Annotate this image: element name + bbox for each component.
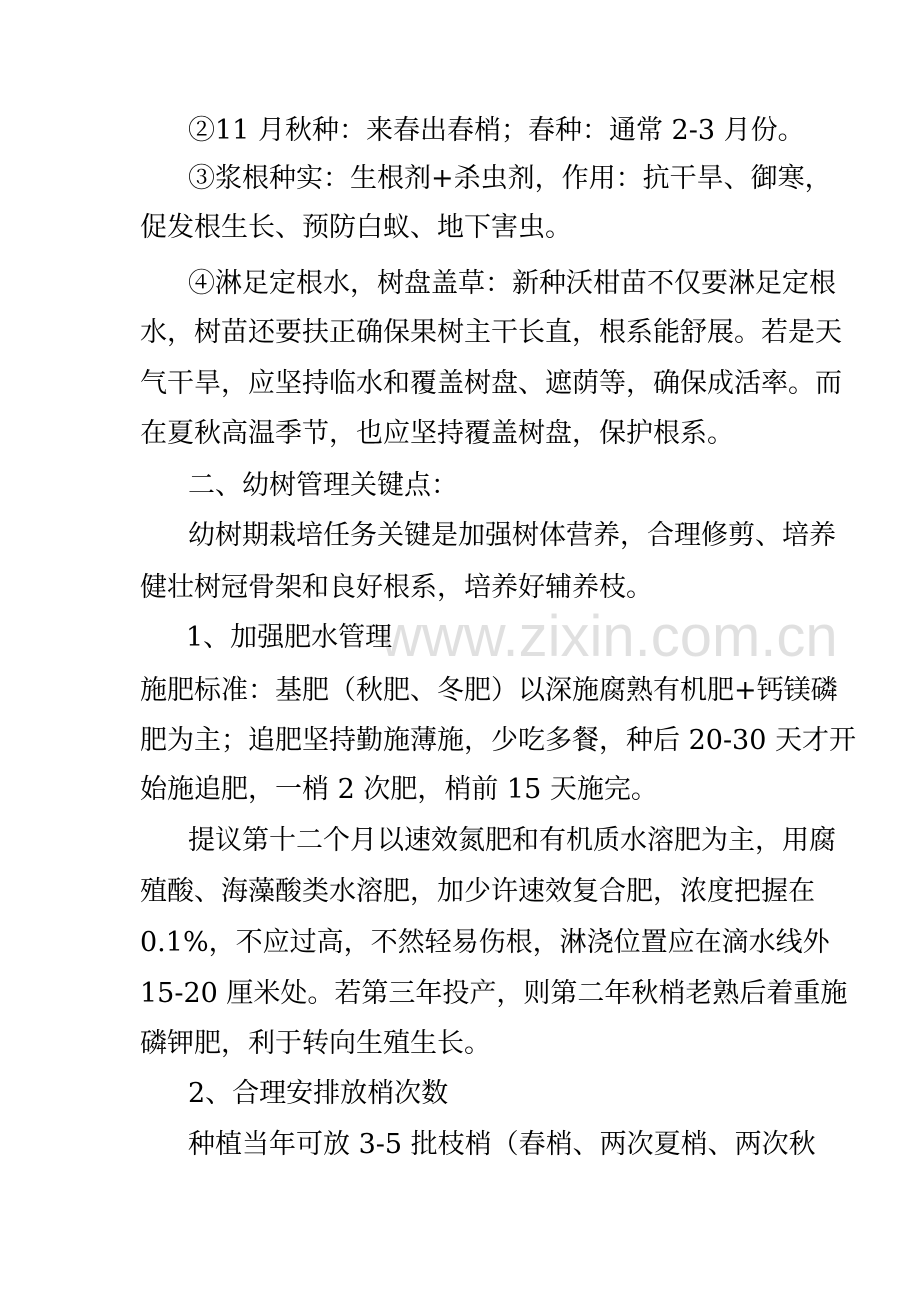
text-line: ②11 月秋种：来春出春梢；春种：通常 2-3 月份。 [188, 115, 805, 146]
text-line: 始施追肥，一梢 2 次肥，梢前 15 天施完。 [140, 774, 658, 805]
text-line: ④淋足定根水，树盘盖草：新种沃柑苗不仅要淋足定根 [188, 268, 836, 299]
text-line: 幼树期栽培任务关键是加强树体营养，合理修剪、培养 [188, 520, 836, 551]
text-line: 肥为主；追肥坚持勤施薄施，少吃多餐，种后 20-30 天才开 [140, 725, 856, 756]
text-line: 种植当年可放 3-5 批枝梢（春梢、两次夏梢、两次秋 [188, 1129, 816, 1160]
text-line: 水，树苗还要扶正确保果树主干长直，根系能舒展。若是天 [140, 317, 842, 348]
text-line: 健壮树冠骨架和良好根系，培养好辅养枝。 [140, 572, 653, 603]
text-line: 殖酸、海藻酸类水溶肥，加少许速效复合肥，浓度把握在 [140, 876, 815, 907]
text-line: 提议第十二个月以速效氮肥和有机质水溶肥为主，用腐 [188, 825, 836, 856]
text-line: ③浆根种实：生根剂+杀虫剂，作用：抗干旱、御寒， [188, 163, 832, 194]
text-line: 磷钾肥，利于转向生殖生长。 [140, 1028, 491, 1059]
subsection-heading: 1、加强肥水管理 [186, 622, 393, 653]
text-line: 0.1%，不应过高，不然轻易伤根，淋浇位置应在滴水线外 [140, 927, 830, 958]
text-line: 促发根生长、预防白蚁、地下害虫。 [140, 212, 572, 243]
watermark: www.zixin.com.cn [380, 604, 838, 669]
subsection-heading: 2、合理安排放梢次数 [188, 1078, 449, 1109]
text-line: 15-20 厘米处。若第三年投产，则第二年秋梢老熟后着重施 [140, 978, 848, 1009]
text-line: 在夏秋高温季节，也应坚持覆盖树盘，保护根系。 [140, 418, 734, 449]
text-line: 施肥标准：基肥（秋肥、冬肥）以深施腐熟有机肥+钙镁磷 [140, 675, 838, 706]
text-line: 气干旱，应坚持临水和覆盖树盘、遮荫等，确保成活率。而 [140, 368, 842, 399]
section-heading: 二、幼树管理关键点： [188, 470, 458, 501]
